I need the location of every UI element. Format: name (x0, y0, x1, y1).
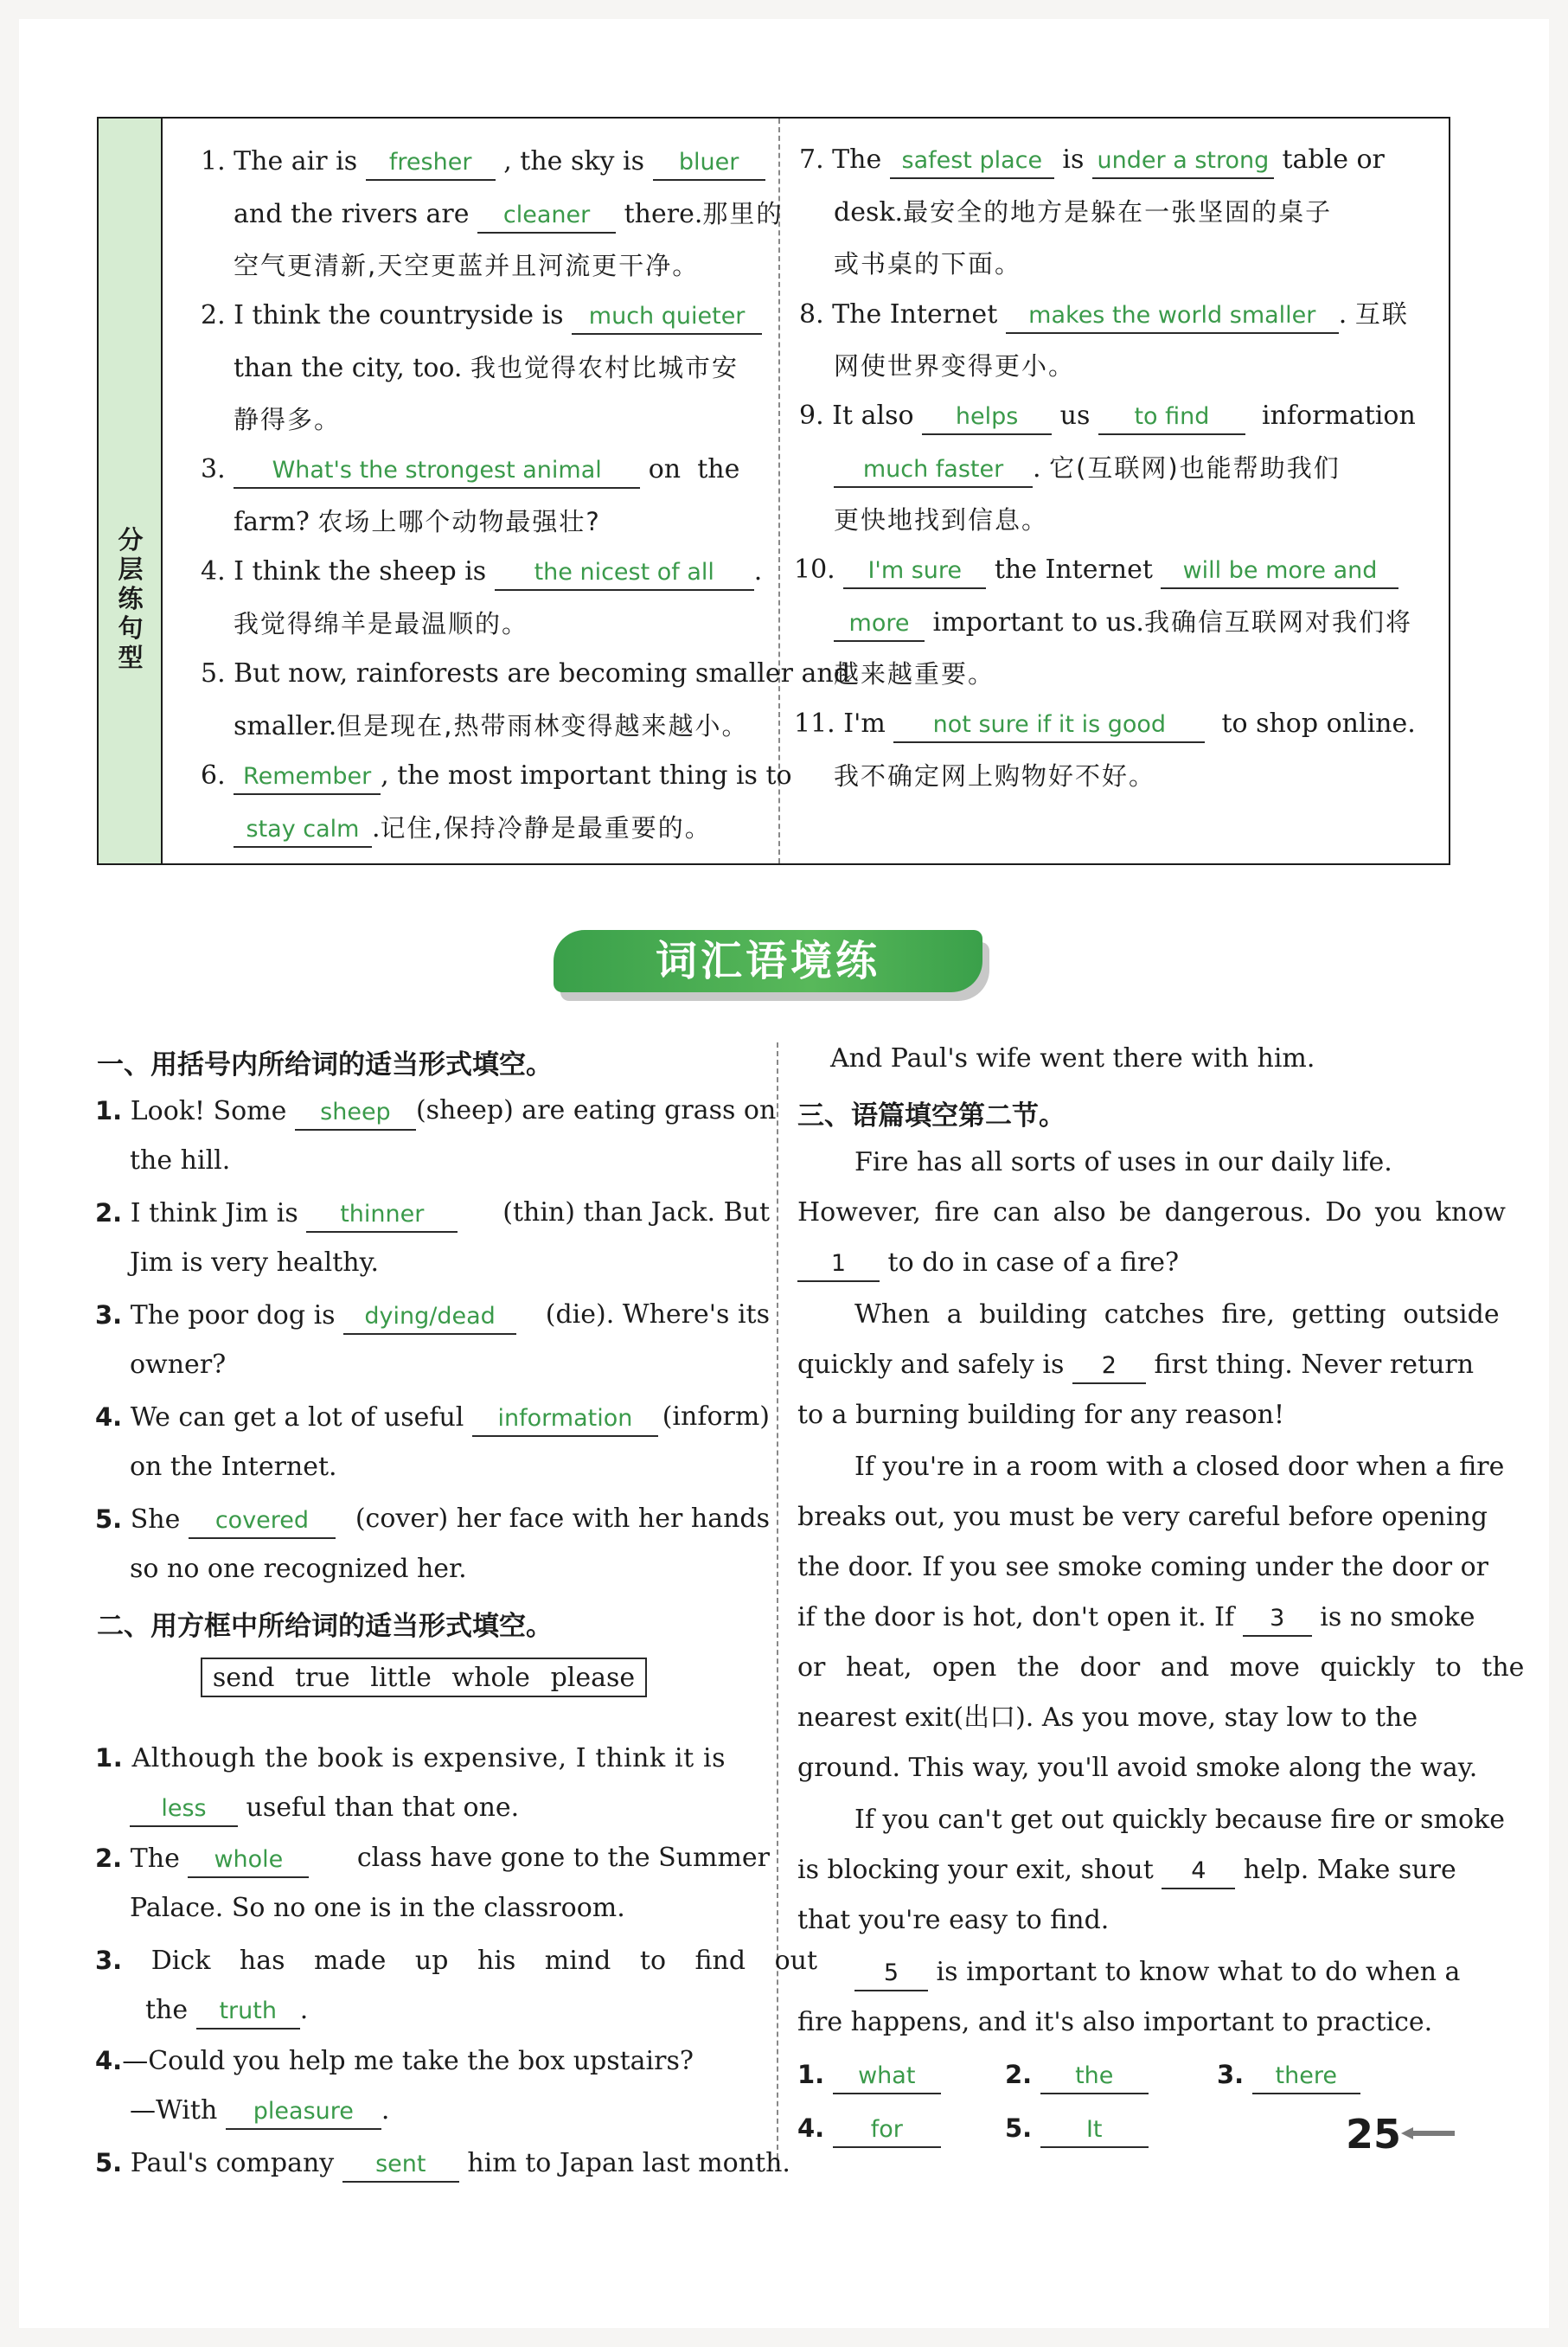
s2-item-3-line-2: the truth . (145, 1993, 308, 2028)
passage-line: 1 to do in case of a fire? (797, 1246, 1179, 1280)
sentence-6-line-1: 6. Remember , the most important thing is to (201, 759, 792, 793)
s2-item-3-line-1: 3. Dick has made up his mind to find out (95, 1946, 818, 1976)
passage-answer-4: 4. for (797, 2111, 941, 2145)
answer-blank: the nicest of all (495, 558, 754, 591)
page-number: 25 (1346, 2111, 1402, 2158)
passage-blank: 4 (1162, 1856, 1235, 1889)
passage-answer-5: 5. It (1005, 2111, 1149, 2145)
section2-heading: 二、用方框中所给词的适当形式填空。 (97, 1611, 553, 1642)
side-tab (99, 119, 163, 863)
section1-heading: 一、用括号内所给词的适当形式填空。 (97, 1049, 553, 1081)
passage-answer-3: 3. there (1217, 2057, 1360, 2092)
answer-blank: makes the world smaller (1006, 301, 1339, 334)
passage-blank: 1 (797, 1249, 880, 1282)
sentence-10-translation: 越来越重要。 (834, 659, 995, 689)
answer-blank: helps (922, 402, 1052, 435)
answer-blank: dying/dead (343, 1302, 516, 1335)
passage-line: that you're easy to find. (797, 1905, 1110, 1935)
answer-blank: what (833, 2062, 941, 2094)
answer-blank: under a strong (1092, 146, 1274, 179)
s2-item-1-line-1: 1. Although the book is expensive, I think it is (95, 1743, 726, 1773)
sentence-1-translation: 空气更清新,天空更蓝并且河流更干净。 (234, 251, 700, 280)
answer-blank: truth (196, 1997, 300, 2030)
answer-blank: less (130, 1794, 238, 1827)
word-box-word: true (295, 1662, 350, 1693)
answer-blank: pleasure (226, 2097, 381, 2130)
passage-line: ground. This way, you'll avoid smoke along the way. (797, 1753, 1478, 1783)
passage-line: If you're in a room with a closed door when a fire (854, 1452, 1505, 1482)
sentence-11-line-1: 11. I'm not sure if it is good to shop online. (794, 707, 1416, 741)
sentence-2-line-2: than the city, too. 我也觉得农村比城市安 (234, 353, 739, 383)
s1-item-1-line-2: the hill. (130, 1145, 231, 1176)
s1-item-1-line-1: 1. Look! Some sheep (sheep) are eating grass on (95, 1093, 770, 1128)
sentence-practice-box (97, 117, 1450, 865)
answer-blank: much faster (834, 455, 1033, 488)
sentence-10-line-2: more important to us.我确信互联网对我们将 (834, 605, 1412, 639)
s2-item-2-line-2: Palace. So no one is in the classroom. (130, 1893, 625, 1923)
sentence-5-line-1: 5. But now, rainforests are becoming smaller and (201, 658, 850, 689)
answer-blank: It (1040, 2115, 1149, 2148)
answer-blank: bluer (653, 148, 765, 181)
passage-line: nearest exit(出口). As you move, stay low to the (797, 1703, 1418, 1733)
tab-char: 分 (118, 525, 144, 555)
passage-line: If you can't get out quickly because fire or smoke (854, 1805, 1505, 1835)
passage-line: fire happens, and it's also important to practice. (797, 2007, 1433, 2037)
sentence-5-line-2: smaller.但是现在,热带雨林变得越来越小。 (234, 711, 749, 741)
sentence-7-line-1: 7. The safest place is under a strong table or (799, 143, 1385, 177)
s2-item-1-line-2: less useful than that one. (130, 1791, 519, 1825)
passage-line: to a burning building for any reason! (797, 1400, 1285, 1430)
section-banner (554, 930, 993, 1001)
word-box-word: please (550, 1662, 636, 1693)
answer-blank: cleaner (477, 201, 616, 234)
passage-line: 5 is important to know what to do when a (854, 1955, 1460, 1990)
s1-item-2-line-2: Jim is very healthy. (130, 1247, 380, 1278)
answer-blank: What's the strongest animal (234, 456, 640, 489)
passage-line: or heat, open the door and move quickly to the (797, 1652, 1525, 1683)
tab-char: 练 (118, 584, 144, 613)
s1-item-4-line-1: 4. We can get a lot of useful information (inform) (95, 1400, 770, 1434)
sentence-3-line-2: farm? 农场上哪个动物最强壮? (234, 507, 601, 537)
bottom-column-divider (777, 1042, 778, 2167)
s1-item-5-line-2: so no one recognized her. (130, 1554, 467, 1584)
passage-answer-1: 1. what (797, 2057, 941, 2092)
passage-line: However, fire can also be dangerous. Do you know (797, 1197, 1506, 1228)
sentence-1-line-1: 1. The air is fresher , the sky is bluer (201, 144, 765, 179)
sentence-10-line-1: 10. I'm sure the Internet will be more and (794, 553, 1398, 587)
answer-blank: to find (1098, 402, 1245, 435)
sentence-2-translation: 静得多。 (234, 405, 342, 434)
page-arrow-icon (1401, 2127, 1455, 2139)
s2-item-5-continuation: And Paul's wife went there with him. (830, 1043, 1315, 1074)
sentence-4-translation: 我觉得绵羊是最温顺的。 (234, 609, 529, 638)
s1-item-4-line-2: on the Internet. (130, 1452, 337, 1482)
answer-blank: sent (342, 2150, 459, 2183)
s1-item-2-line-1: 2. I think Jim is thinner (thin) than Jack. But (95, 1196, 770, 1230)
word-box (201, 1658, 647, 1697)
passage-line: the door. If you see smoke coming under the door or (797, 1552, 1488, 1582)
passage-line: breaks out, you must be very careful before opening (797, 1502, 1488, 1532)
s2-item-5-line-1: 5. Paul's company sent him to Japan last month. (95, 2145, 790, 2180)
answer-blank: safest place (890, 146, 1054, 179)
tab-char: 型 (118, 643, 144, 672)
sentence-8-line-1: 8. The Internet makes the world smaller . 互联 (799, 297, 1409, 331)
passage-line: if the door is hot, don't open it. If 3 is no smoke (797, 1600, 1475, 1635)
sentence-9-line-1: 9. It also helps us to find information (799, 399, 1416, 433)
answer-blank: there (1252, 2062, 1360, 2094)
tab-char: 层 (118, 555, 144, 584)
s2-item-4-line-1: 4.—Could you help me take the box upstairs? (95, 2046, 694, 2076)
sentence-8-translation: 网使世界变得更小。 (834, 351, 1076, 381)
passage-line: Fire has all sorts of uses in our daily life. (854, 1147, 1392, 1177)
banner-title: 词汇语境练 (655, 937, 880, 985)
answer-blank: not sure if it is good (893, 710, 1205, 743)
page-sheet (19, 19, 1549, 2328)
answer-blank: information (472, 1404, 658, 1437)
answer-blank: for (833, 2115, 941, 2148)
passage-line: quickly and safely is 2 first thing. Never return (797, 1348, 1463, 1382)
s2-item-2-line-1: 2. The whole class have gone to the Summer (95, 1841, 770, 1876)
sentence-9-translation: 更快地找到信息。 (834, 505, 1049, 535)
passage-answer-2: 2. the (1005, 2057, 1149, 2092)
s1-item-5-line-1: 5. She covered (cover) her face with her hands (95, 1502, 770, 1536)
answer-blank: whole (188, 1845, 309, 1878)
sentence-9-line-2: much faster . 它(互联网)也能帮助我们 (834, 451, 1341, 485)
sentence-7-line-2: desk.最安全的地方是躲在一张坚固的桌子 (834, 197, 1333, 228)
answer-blank: Remember (234, 762, 381, 795)
answer-blank: more (834, 609, 925, 642)
word-box-word: send (212, 1662, 275, 1693)
s2-item-4-line-2: —With pleasure . (130, 2094, 389, 2128)
sentence-3-line-1: 3. What's the strongest animal on the (201, 452, 739, 487)
s1-item-3-line-2: owner? (130, 1350, 227, 1380)
word-box-word: little (370, 1662, 432, 1693)
passage-line: When a building catches fire, getting outside (854, 1299, 1500, 1330)
passage-line: is blocking your exit, shout 4 help. Make sure (797, 1853, 1456, 1888)
sentence-1-line-2: and the rivers are cleaner there.那里的 (234, 196, 783, 231)
section3-heading: 三、语篇填空第二节。 (797, 1100, 1066, 1132)
sentence-2-line-1: 2. I think the countryside is much quieter (201, 298, 762, 333)
answer-blank: covered (189, 1506, 336, 1539)
answer-blank: the (1040, 2062, 1149, 2094)
answer-blank: stay calm (234, 815, 372, 848)
answer-blank: thinner (306, 1200, 458, 1233)
passage-blank: 2 (1072, 1351, 1146, 1384)
side-tab-label (99, 525, 163, 672)
answer-blank: sheep (295, 1098, 416, 1131)
answer-blank: much quieter (572, 302, 762, 335)
sentence-7-translation: 或书桌的下面。 (834, 249, 1022, 279)
sentence-6-line-2: stay calm .记住,保持冷静是最重要的。 (234, 811, 712, 845)
answer-blank: I'm sure (843, 556, 986, 589)
sentence-4-line-1: 4. I think the sheep is the nicest of all . (201, 555, 762, 589)
answer-blank: fresher (366, 148, 496, 181)
s1-item-3-line-1: 3. The poor dog is dying/dead (die). Where's its (95, 1298, 770, 1332)
tab-char: 句 (118, 613, 144, 643)
sentence-11-translation: 我不确定网上购物好不好。 (834, 761, 1156, 791)
passage-blank: 5 (854, 1959, 928, 1991)
passage-blank: 3 (1243, 1604, 1312, 1637)
word-box-word: whole (451, 1662, 530, 1693)
answer-blank: will be more and (1161, 556, 1398, 589)
